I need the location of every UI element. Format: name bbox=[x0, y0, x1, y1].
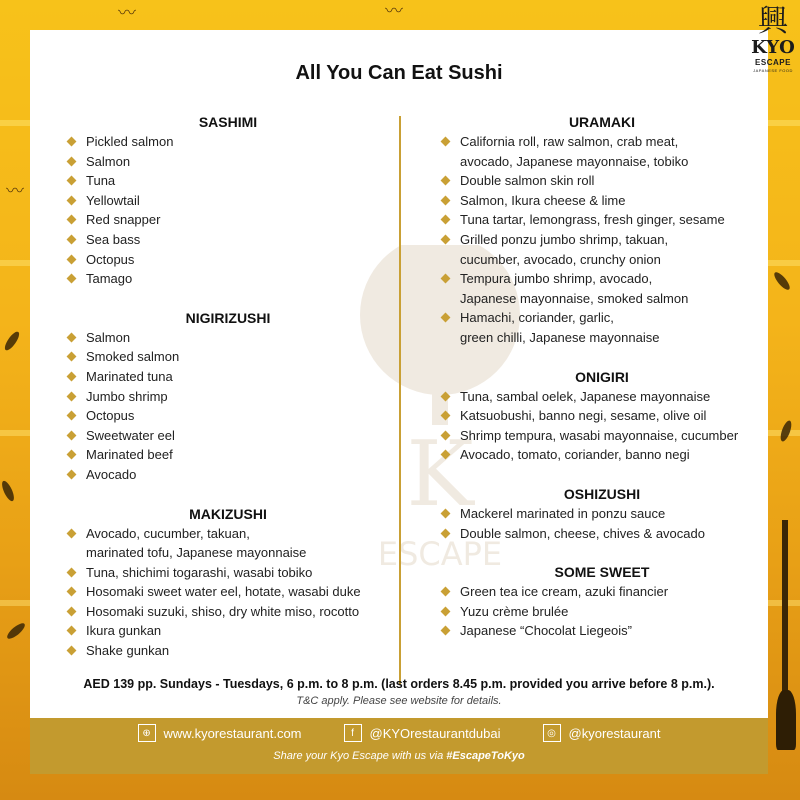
diamond-bullet-icon bbox=[67, 156, 77, 166]
list-item: Tempura jumbo shrimp, avocado, Japanese mayonnaise, smoked salmon bbox=[442, 269, 762, 308]
diamond-bullet-icon bbox=[441, 195, 451, 205]
page-title: All You Can Eat Sushi bbox=[295, 62, 503, 84]
diamond-bullet-icon bbox=[441, 274, 451, 284]
bird-icon: 〰 bbox=[118, 3, 136, 23]
diamond-bullet-icon bbox=[67, 626, 77, 636]
diamond-bullet-icon bbox=[441, 528, 451, 538]
diamond-bullet-icon bbox=[67, 137, 77, 147]
diamond-bullet-icon bbox=[67, 195, 77, 205]
facebook-icon: f bbox=[344, 724, 362, 742]
diamond-bullet-icon bbox=[67, 450, 77, 460]
diamond-bullet-icon bbox=[441, 430, 451, 440]
diamond-bullet-icon bbox=[441, 235, 451, 245]
diamond-bullet-icon bbox=[441, 137, 451, 147]
diamond-bullet-icon bbox=[67, 587, 77, 597]
facebook-link[interactable] bbox=[344, 724, 501, 742]
list-item: Octopus bbox=[68, 406, 388, 426]
footer-bar bbox=[30, 718, 768, 774]
list-item: Green tea ice cream, azuki financier bbox=[442, 582, 762, 602]
list-item: Tuna, sambal oelek, Japanese mayonnaise bbox=[442, 387, 762, 407]
list-item: Yuzu crème brulée bbox=[442, 602, 762, 622]
facebook-label: @KYOrestaurantdubai bbox=[369, 725, 501, 741]
diamond-bullet-icon bbox=[67, 371, 77, 381]
list-item: Hosomaki sweet water eel, hotate, wasabi duke bbox=[68, 582, 388, 602]
diamond-bullet-icon bbox=[441, 215, 451, 225]
list-item: Double salmon, cheese, chives & avocado bbox=[442, 524, 762, 544]
diamond-bullet-icon bbox=[67, 176, 77, 186]
list-item: Ikura gunkan bbox=[68, 621, 388, 641]
list-item: Salmon, Ikura cheese & lime bbox=[442, 191, 762, 211]
svg-text:K: K bbox=[406, 422, 474, 527]
diamond-bullet-icon bbox=[67, 411, 77, 421]
logo-escape: ESCAPE bbox=[755, 58, 791, 67]
kyo-logo bbox=[750, 6, 796, 102]
diamond-bullet-icon bbox=[67, 606, 77, 616]
section-title: MAKIZUSHI bbox=[189, 505, 267, 522]
list-item: Grilled ponzu jumbo shrimp, takuan, cucumber, avocado, crunchy onion bbox=[442, 230, 762, 269]
terms-line: T&C apply. Please see website for details. bbox=[296, 695, 502, 707]
section-title: SOME SWEET bbox=[554, 564, 650, 581]
list-item: Mackerel marinated in ponzu sauce bbox=[442, 504, 762, 524]
section-some-sweet bbox=[442, 562, 762, 641]
diamond-bullet-icon bbox=[67, 646, 77, 656]
website-link[interactable] bbox=[138, 724, 302, 742]
list-item: Tuna, shichimi togarashi, wasabi tobiko bbox=[68, 563, 388, 583]
list-item: Yellowtail bbox=[68, 191, 388, 211]
logo-glyph: 興 bbox=[758, 4, 788, 39]
diamond-bullet-icon bbox=[441, 411, 451, 421]
diamond-bullet-icon bbox=[67, 567, 77, 577]
section-sashimi bbox=[68, 112, 388, 289]
list-item: Red snapper bbox=[68, 210, 388, 230]
section-onigiri bbox=[442, 367, 762, 465]
instagram-icon: ◎ bbox=[543, 724, 561, 742]
diamond-bullet-icon bbox=[67, 332, 77, 342]
section-title: OSHIZUSHI bbox=[563, 485, 641, 502]
section-title: ONIGIRI bbox=[575, 368, 629, 385]
section-uramaki bbox=[442, 112, 762, 348]
leaf-icon bbox=[772, 270, 792, 292]
list-item: Avocado, tomato, coriander, banno negi bbox=[442, 445, 762, 465]
left-column bbox=[68, 112, 388, 680]
diamond-bullet-icon bbox=[67, 352, 77, 362]
list-item: Smoked salmon bbox=[68, 347, 388, 367]
diamond-bullet-icon bbox=[441, 508, 451, 518]
diamond-bullet-icon bbox=[441, 626, 451, 636]
list-item: Hosomaki suzuki, shiso, dry white miso, rocotto bbox=[68, 602, 388, 622]
diamond-bullet-icon bbox=[441, 391, 451, 401]
list-item: Sweetwater eel bbox=[68, 426, 388, 446]
list-item: Pickled salmon bbox=[68, 132, 388, 152]
price-line: AED 139 pp. Sundays - Tuesdays, 6 p.m. to 8 p.m. (last orders 8.45 p.m. provided you arrive before 8 p.m.). bbox=[83, 677, 715, 691]
list-item: Avocado bbox=[68, 465, 388, 485]
globe-icon: ⊕ bbox=[138, 724, 156, 742]
list-item: Octopus bbox=[68, 250, 388, 270]
bird-icon: 〰 bbox=[6, 181, 24, 201]
diamond-bullet-icon bbox=[67, 254, 77, 264]
diamond-bullet-icon bbox=[67, 274, 77, 284]
list-item: California roll, raw salmon, crab meat, avocado, Japanese mayonnaise, tobiko bbox=[442, 132, 762, 171]
list-item: Avocado, cucumber, takuan, marinated tofu, Japanese mayonnaise bbox=[68, 524, 388, 563]
diamond-bullet-icon bbox=[67, 215, 77, 225]
diamond-bullet-icon bbox=[441, 176, 451, 186]
diamond-bullet-icon bbox=[67, 528, 77, 538]
social-row bbox=[30, 722, 768, 744]
instagram-label: @kyorestaurant bbox=[568, 725, 661, 741]
list-item: Tuna tartar, lemongrass, fresh ginger, sesame bbox=[442, 210, 762, 230]
section-title: SASHIMI bbox=[198, 114, 258, 130]
share-line: Share your Kyo Escape with us via #EscapeToKyo bbox=[273, 750, 525, 762]
menu-card bbox=[30, 30, 768, 718]
section-oshizushi bbox=[442, 484, 762, 543]
list-item: Double salmon skin roll bbox=[442, 171, 762, 191]
leaf-icon bbox=[0, 479, 16, 502]
leaf-icon bbox=[5, 621, 27, 641]
diamond-bullet-icon bbox=[67, 430, 77, 440]
list-item: Hamachi, coriander, garlic, green chilli, Japanese mayonnaise bbox=[442, 308, 762, 347]
hashtag[interactable]: #EscapeToKyo bbox=[446, 750, 525, 762]
diamond-bullet-icon bbox=[441, 606, 451, 616]
logo-name: KYO bbox=[751, 37, 795, 58]
section-title: URAMAKI bbox=[568, 114, 636, 130]
list-item: Marinated beef bbox=[68, 445, 388, 465]
list-item: Japanese “Chocolat Liegeois” bbox=[442, 621, 762, 641]
diamond-bullet-icon bbox=[67, 469, 77, 479]
list-item: Shrimp tempura, wasabi mayonnaise, cucumber bbox=[442, 426, 762, 446]
samurai-figure bbox=[776, 690, 796, 750]
right-column bbox=[442, 112, 762, 660]
column-divider bbox=[399, 116, 401, 684]
diamond-bullet-icon bbox=[441, 587, 451, 597]
list-item: Katsuobushi, banno negi, sesame, olive oil bbox=[442, 406, 762, 426]
list-item: Salmon bbox=[68, 152, 388, 172]
list-item: Sea bass bbox=[68, 230, 388, 250]
section-title: NIGIRIZUSHI bbox=[185, 309, 271, 326]
list-item: Tamago bbox=[68, 269, 388, 289]
section-nigirizushi bbox=[68, 308, 388, 485]
diamond-bullet-icon bbox=[441, 313, 451, 323]
logo-subtitle: JAPANESE FOOD bbox=[753, 68, 793, 73]
list-item: Jumbo shrimp bbox=[68, 387, 388, 407]
website-label: www.kyorestaurant.com bbox=[163, 725, 302, 741]
section-makizushi bbox=[68, 504, 388, 661]
list-item: Salmon bbox=[68, 328, 388, 348]
instagram-link[interactable] bbox=[543, 724, 661, 742]
list-item: Shake gunkan bbox=[68, 641, 388, 661]
leaf-icon bbox=[2, 330, 21, 353]
diamond-bullet-icon bbox=[67, 235, 77, 245]
svg-text:ESCAPE: ESCAPE bbox=[377, 535, 503, 573]
list-item: Tuna bbox=[68, 171, 388, 191]
diamond-bullet-icon bbox=[67, 391, 77, 401]
bird-icon: 〰 bbox=[385, 1, 403, 21]
diamond-bullet-icon bbox=[441, 450, 451, 460]
list-item: Marinated tuna bbox=[68, 367, 388, 387]
